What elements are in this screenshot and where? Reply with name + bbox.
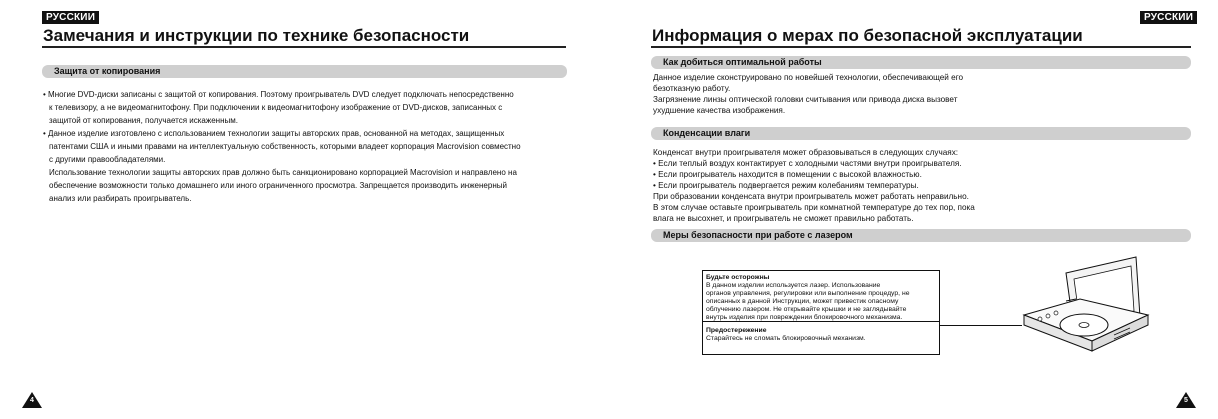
moisture-text (653, 147, 1033, 224)
text-line: с другими правообладателями. (49, 155, 166, 164)
text-line: описанных в данной Инструкции, может привестик опасному (706, 298, 899, 305)
warning-block (703, 322, 939, 345)
text-line: внутрь изделия при повреждении блокировочного механизма. (706, 314, 903, 321)
text-line: органов управления, регулировки или выполнение процедур, не (706, 290, 910, 297)
text-line: Загрязнение линзы оптической головки считывания или привода диска вызовет (653, 95, 958, 104)
right-title-rule (651, 46, 1191, 48)
text-line: анализ или разбирать проигрыватель. (49, 194, 192, 203)
text-line: обеспечение возможности только домашнего или иного ограниченного просмотра. Запрещается производить инженерный (49, 181, 507, 190)
text-line: Использование технологии защиты авторских прав должно быть санкционировано корпорацией Macrovision и направлено на (49, 168, 517, 177)
text-line: безотказную работу. (653, 84, 731, 93)
text-line: • Данное изделие изготовлено с использованием технологии защиты авторских прав, основанной на методах, защищенных (43, 129, 505, 138)
page-number-right (1176, 392, 1196, 408)
section-heading-moisture: Конденсации влаги (651, 127, 1191, 140)
text-line: • Если проигрыватель находится в помещении с высокой влажностью. (653, 170, 922, 179)
page-number-right-text: 5 (1184, 397, 1188, 404)
section-heading-copy-protection: Защита от копирования (42, 65, 567, 78)
right-page-title: Информация о мерах по безопасной эксплуатации (652, 26, 1083, 45)
text-line: ухудшение качества изображения. (653, 106, 786, 115)
text-line: • Многие DVD-диски записаны с защитой от копирования. Поэтому проигрыватель DVD следует подключать непосредственно (43, 90, 514, 99)
section-heading-laser-safety: Меры безопасности при работе с лазером (651, 229, 1191, 242)
text-line: защитой от копирования, получается искаженным. (49, 116, 238, 125)
language-tag-right: РУССКИИ (1140, 11, 1197, 24)
text-line: патентами США и иными правами на интеллектуальную собственность, которыми владеет корпорация Macrovision совместно (49, 142, 521, 151)
caution-block (703, 271, 939, 322)
page-number-left-text: 4 (30, 397, 34, 404)
section-heading-optimal-operation: Как добиться оптимальной работы (651, 56, 1191, 69)
text-line: • Если теплый воздух контактирует с холодными частями внутри проигрывателя. (653, 159, 962, 168)
portable-dvd-player-icon (1018, 255, 1153, 365)
copy-protection-text (43, 88, 569, 205)
text-line: Данное изделие сконструировано по новейшей технологии, обеспечивающей его (653, 73, 964, 82)
text-line: к телевизору, а не видеомагнитофону. При подключении к видеомагнитофону изображение от DVD-дисков, записанных с (49, 103, 503, 112)
laser-warning-box (702, 270, 940, 355)
left-title-rule (42, 46, 566, 48)
text-line: В этом случае оставьте проигрыватель при комнатной температуре до тех пор, пока (653, 203, 975, 212)
text-line: облучению лазером. Не открывайте крышки и не заглядывайте (706, 306, 907, 313)
warning-text: Старайтесь не сломать блокировочный механизм. (706, 335, 866, 342)
language-tag-left: РУССКИИ (42, 11, 99, 24)
text-line: Конденсат внутри проигрывателя может образовываться в следующих случаях: (653, 148, 959, 157)
text-line: В данном изделии используется лазер. Использование (706, 282, 881, 289)
left-page-title: Замечания и инструкции по технике безопасности (43, 26, 470, 45)
caution-title: Будьте осторожны (706, 274, 770, 281)
optimal-operation-text (653, 72, 1033, 116)
text-line: • Если проигрыватель подвергается режим колебаниям температуры. (653, 181, 919, 190)
text-line: При образовании конденсата внутри проигрыватель может работать неправильно. (653, 192, 969, 201)
warning-title: Предостережение (706, 327, 767, 334)
text-line: влага не высохнет, и проигрыватель не сможет правильно работать. (653, 214, 914, 223)
page-number-left (22, 392, 42, 408)
callout-line (940, 325, 1022, 326)
